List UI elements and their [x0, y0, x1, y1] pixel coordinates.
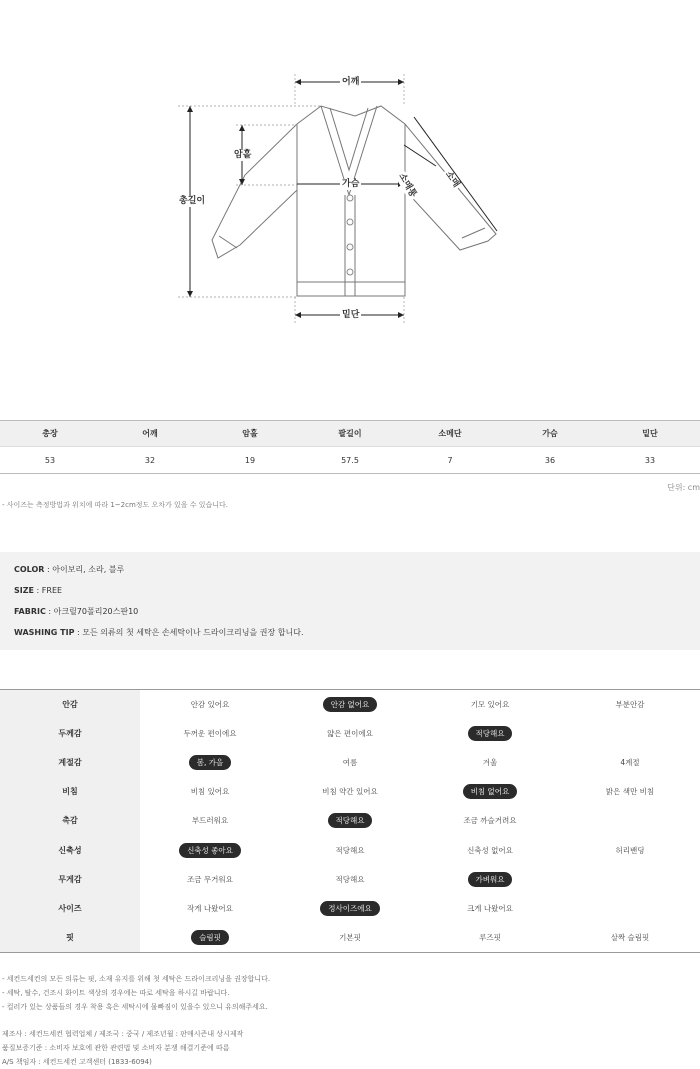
attribute-option: 신축성 없어요	[467, 845, 513, 855]
label-shoulder: 어깨	[342, 77, 360, 87]
selected-option: 적당해요	[328, 813, 373, 828]
attribute-option-cell	[420, 931, 560, 944]
attribute-option-cell	[420, 784, 560, 799]
attribute-row	[0, 894, 700, 923]
attribute-option-cell	[140, 785, 280, 798]
attribute-option-cell	[280, 813, 420, 828]
attribute-label: 촉감	[0, 806, 140, 835]
selected-option: 신축성 좋아요	[179, 843, 241, 858]
attribute-option: 4계절	[620, 758, 640, 768]
info-fabric-value: : 아크릴70폴리20스판10	[45, 607, 139, 616]
attribute-option: 겨울	[482, 758, 498, 768]
attribute-option-cell	[140, 727, 280, 740]
attribute-option: 여름	[342, 758, 358, 768]
selected-option: 비침 없어요	[463, 784, 518, 799]
size-header-cell: 암홀	[242, 429, 258, 438]
attribute-option-cell	[140, 698, 280, 711]
attribute-label: 무게감	[0, 865, 140, 894]
size-table	[0, 420, 700, 474]
selected-option: 봄, 가을	[189, 755, 232, 770]
attribute-option: 비침 있어요	[190, 787, 230, 797]
attribute-option: 살짝 슬림핏	[610, 932, 650, 942]
cardigan-illustration	[0, 0, 700, 340]
attribute-row	[0, 719, 700, 748]
attribute-option: 적당해요	[335, 874, 365, 884]
attribute-row	[0, 835, 700, 864]
attribute-option-cell	[420, 814, 560, 827]
attribute-option-cell	[560, 785, 700, 798]
attribute-option: 조금 무거워요	[187, 874, 233, 884]
attribute-option: 적당해요	[335, 845, 365, 855]
label-armhole: 암홀	[234, 150, 252, 160]
as-contact-line: A/S 책임자 : 세컨드세컨 고객센터 (1833-6094)	[2, 1058, 152, 1066]
size-header-cell: 소메단	[438, 429, 462, 438]
selected-option: 안감 없어요	[323, 697, 378, 712]
label-total-length: 총길이	[179, 196, 206, 206]
product-info-box	[0, 552, 700, 650]
attribute-option: 루즈핏	[479, 932, 501, 942]
attribute-row	[0, 865, 700, 894]
attribute-option-cell	[560, 844, 700, 857]
info-size	[14, 585, 700, 606]
attribute-option: 크게 나왔어요	[467, 903, 513, 913]
care-notes	[2, 972, 270, 1014]
attribute-option: 기본핏	[339, 932, 361, 942]
attribute-option-cell	[280, 873, 420, 886]
attribute-option-cell	[560, 931, 700, 944]
attribute-option-cell	[420, 726, 560, 741]
info-fabric	[14, 606, 700, 627]
attribute-option-cell	[280, 931, 420, 944]
attribute-option: 얇은 편이에요	[327, 729, 373, 739]
size-value-cell: 57.5	[341, 455, 359, 465]
info-washing-value: : 모든 의류의 첫 세탁은 손세탁이나 드라이크리닝을 권장 합니다.	[74, 628, 304, 637]
selected-option: 적당해요	[468, 726, 513, 741]
attribute-option: 작게 나왔어요	[187, 903, 233, 913]
warranty-line: 품질보증기준 : 소비자 보호에 관한 관련법 및 소비자 분쟁 해결기준에 따름	[2, 1044, 230, 1052]
attribute-option: 조금 까슬거려요	[463, 816, 517, 826]
care-note: - 세컨드세컨의 모든 의류는 핏, 소재 유지를 위해 첫 세탁은 드라이크리닝을 권장합니다.	[2, 975, 271, 983]
label-chest: 가슴	[342, 179, 360, 189]
attribute-option-cell	[560, 756, 700, 769]
size-header-cell: 밑단	[642, 429, 658, 438]
size-value-cell: 36	[544, 455, 556, 465]
size-table-row	[0, 447, 700, 473]
care-note: - 세탁, 탈수, 건조시 화이트 색상의 경우에는 따로 세탁을 하시길 바랍니다.	[2, 989, 230, 997]
info-size-label: SIZE	[14, 586, 35, 595]
attribute-option-cell	[280, 697, 420, 712]
label-sleeve: 소매	[441, 168, 462, 192]
info-color-label: COLOR	[14, 565, 45, 574]
attribute-option: 두꺼운 편이에요	[183, 729, 237, 739]
attribute-row	[0, 748, 700, 777]
size-header-cell: 어깨	[142, 429, 158, 438]
size-header-cell: 팔길이	[338, 429, 362, 438]
attribute-option: 허리밴딩	[615, 845, 645, 855]
size-value-cell: 33	[644, 455, 656, 465]
size-header-cell: 가슴	[542, 429, 558, 438]
size-table-header	[0, 421, 700, 447]
selected-option: 슬림핏	[191, 930, 229, 945]
attribute-label: 두께감	[0, 719, 140, 748]
attribute-option-cell	[280, 756, 420, 769]
attribute-option-cell	[280, 844, 420, 857]
size-note: - 사이즈는 측정방법과 위치에 따라 1~2cm정도 오차가 있을 수 있습니다.	[2, 501, 229, 509]
selected-option: 가벼워요	[468, 872, 513, 887]
attribute-row	[0, 777, 700, 806]
attribute-option-cell	[280, 901, 420, 916]
attribute-option: 안감 있어요	[190, 700, 230, 710]
attribute-option-cell	[280, 785, 420, 798]
attribute-label: 사이즈	[0, 894, 140, 923]
attribute-label: 안감	[0, 690, 140, 719]
label-hem: 밑단	[342, 310, 360, 320]
attribute-option: 부드러워요	[191, 816, 229, 826]
attribute-label: 신축성	[0, 835, 140, 864]
attribute-option-cell	[140, 843, 280, 858]
attribute-option: 부분안감	[615, 700, 645, 710]
manufacturer-line: 제조사 : 세컨드세컨 협력업체 / 제조국 : 중국 / 제조년월 : 판매시즌내 상시제작	[2, 1030, 244, 1038]
attribute-option-cell	[140, 930, 280, 945]
size-value-cell: 53	[44, 455, 56, 465]
size-value-cell: 32	[144, 455, 156, 465]
manufacturer-info	[2, 1027, 243, 1069]
selected-option: 정사이즈에요	[320, 901, 379, 916]
size-value-cell: 19	[244, 455, 256, 465]
attribute-option-cell	[280, 727, 420, 740]
attribute-option-cell	[420, 902, 560, 915]
attribute-option-cell	[420, 698, 560, 711]
attribute-option-cell	[140, 814, 280, 827]
info-washing-label: WASHING TIP	[14, 628, 75, 637]
attribute-option-cell	[140, 755, 280, 770]
info-washing	[14, 627, 700, 648]
attribute-option: 밝은 색만 비침	[605, 787, 655, 797]
attribute-option-cell	[420, 756, 560, 769]
attribute-row	[0, 690, 700, 719]
attribute-table	[0, 689, 700, 953]
info-size-value: : FREE	[34, 586, 63, 595]
info-fabric-label: FABRIC	[14, 607, 46, 616]
info-color-value: : 아이보리, 소라, 블루	[44, 565, 125, 574]
info-color	[14, 564, 700, 585]
size-value-cell: 7	[447, 455, 453, 465]
attribute-label: 핏	[0, 923, 140, 952]
attribute-label: 비침	[0, 777, 140, 806]
attribute-option: 비침 약간 있어요	[322, 787, 378, 797]
attribute-row	[0, 806, 700, 835]
attribute-option-cell	[420, 872, 560, 887]
attribute-option-cell	[140, 902, 280, 915]
attribute-option-cell	[140, 873, 280, 886]
size-header-cell: 총장	[42, 429, 58, 438]
unit-label: 단위: cm	[667, 483, 700, 492]
label-sleeve-cuff: 소매통	[394, 170, 419, 202]
attribute-label: 계절감	[0, 748, 140, 777]
attribute-option-cell	[420, 844, 560, 857]
attribute-row	[0, 923, 700, 952]
care-note: - 컬러가 있는 상품들의 경우 착용 혹은 세탁시에 물빠짐이 있을수 있으니 유의해주세요.	[2, 1003, 268, 1011]
attribute-option-cell	[560, 698, 700, 711]
attribute-option: 기모 있어요	[470, 700, 510, 710]
size-diagram	[0, 0, 700, 340]
